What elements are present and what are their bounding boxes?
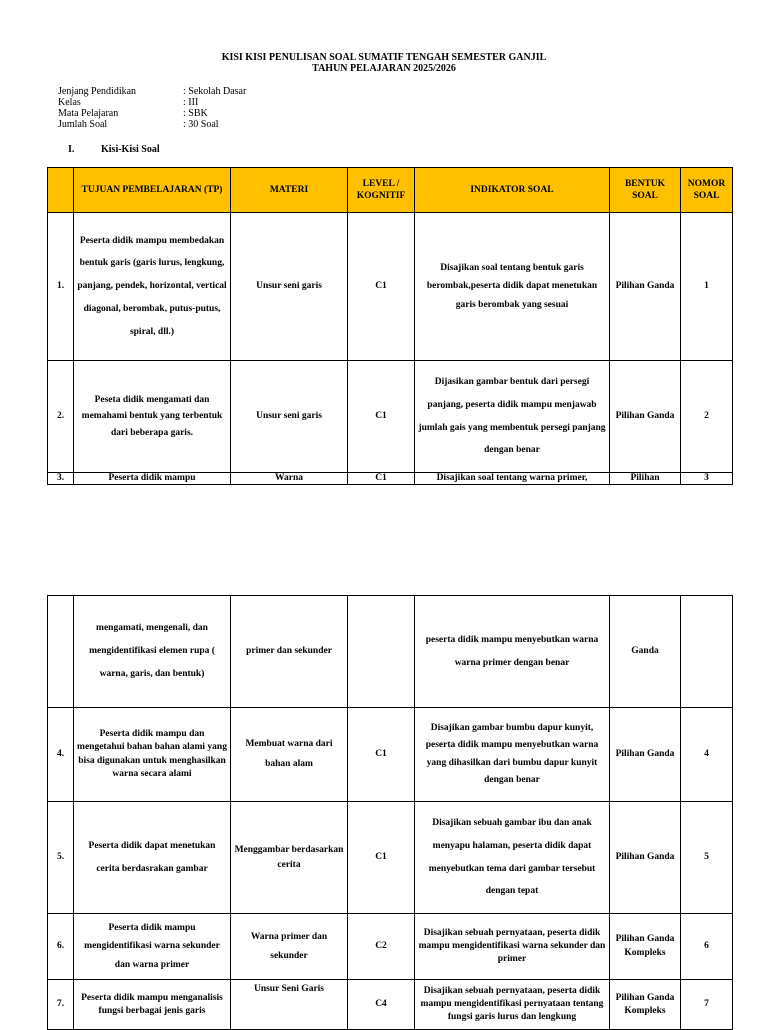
cell-indikator: Disajikan sebuah pernyataan, peserta didik mampu mengidentifikasi warna sekunder dan primer (415, 914, 610, 980)
cell-level: C1 (348, 473, 415, 485)
meta-row-mapel (58, 108, 246, 119)
cell-materi: Membuat warna dari bahan alam (231, 708, 348, 802)
cell-nomor: 1 (681, 213, 733, 361)
header-tp: TUJUAN PEMBELAJARAN (TP) (74, 168, 231, 213)
cell-no: 7. (48, 980, 74, 1030)
table-header-row (48, 168, 733, 213)
table-row (48, 708, 733, 802)
cell-no (48, 596, 74, 708)
header-bentuk: BENTUK SOAL (610, 168, 681, 213)
meta-row-jumlah (58, 119, 246, 130)
cell-no: 6. (48, 914, 74, 980)
cell-level: C1 (348, 361, 415, 473)
document-subtitle: TAHUN PELAJARAN 2025/2026 (312, 63, 456, 74)
cell-no: 4. (48, 708, 74, 802)
cell-nomor: 2 (681, 361, 733, 473)
cell-nomor: 3 (681, 473, 733, 485)
kisi-table-page1 (47, 167, 733, 485)
cell-indikator: peserta didik mampu menyebutkan warna warna primer dengan benar (415, 596, 610, 708)
cell-bentuk: Pilihan Ganda (610, 708, 681, 802)
header-level: LEVEL / KOGNITIF (348, 168, 415, 213)
cell-level (348, 596, 415, 708)
meta-row-kelas (58, 97, 246, 108)
cell-no: 2. (48, 361, 74, 473)
table-row (48, 473, 733, 485)
cell-bentuk: Pilihan Ganda (610, 361, 681, 473)
cell-materi: Unsur Seni Garis (231, 980, 348, 1030)
cell-nomor: 5 (681, 802, 733, 914)
cell-bentuk: Pilihan (610, 473, 681, 485)
cell-bentuk: Pilihan Ganda (610, 213, 681, 361)
section-heading (68, 144, 160, 155)
header-indikator: INDIKATOR SOAL (415, 168, 610, 213)
table-row (48, 361, 733, 473)
document-title: KISI KISI PENULISAN SOAL SUMATIF TENGAH SEMESTER GANJIL (221, 52, 547, 63)
cell-nomor (681, 596, 733, 708)
table-row (48, 213, 733, 361)
meta-key: Mata Pelajaran (58, 108, 119, 119)
table-row-continuation (48, 596, 733, 708)
cell-nomor: 4 (681, 708, 733, 802)
cell-materi: Warna (231, 473, 348, 485)
cell-materi: Unsur seni garis (231, 213, 348, 361)
table-row (48, 980, 733, 1030)
meta-row-jenjang (58, 86, 246, 97)
cell-bentuk: Pilihan Ganda Kompleks (610, 914, 681, 980)
header-nomor: NOMOR SOAL (681, 168, 733, 213)
cell-no: 3. (48, 473, 74, 485)
header-no (48, 168, 74, 213)
cell-nomor: 7 (681, 980, 733, 1030)
cell-indikator: Disajikan gambar bumbu dapur kunyit, peserta didik mampu menyebutkan warna yang dihasilkan dari bumbu dapur kunyit dengan benar (415, 708, 610, 802)
cell-indikator: Disajikan sebuah gambar ibu dan anak menyapu halaman, peserta didik dapat menyebutkan tema dari gambar tersebut dengan tepat (415, 802, 610, 914)
kisi-table-page2 (47, 595, 733, 1030)
table-row (48, 802, 733, 914)
document-meta (58, 86, 246, 130)
header-materi: MATERI (231, 168, 348, 213)
cell-tp: Peserta didik mampu menganalisis fungsi berbagai jenis garis (74, 980, 231, 1030)
cell-indikator: Disajikan soal tentang bentuk garis berombak,peserta didik dapat menetukan garis berombak yang sesuai (415, 213, 610, 361)
cell-indikator: Disajikan sebuah pernyataan, peserta didik mampu mengidentifikasi pernyataan tentang fungsi garis lurus dan lengkung (415, 980, 610, 1030)
section-number: I. (68, 144, 75, 155)
cell-no: 5. (48, 802, 74, 914)
cell-indikator: Dijasikan gambar bentuk dari persegi panjang, peserta didik mampu menjawab jumlah gais yang membentuk persegi panjang dengan benar (415, 361, 610, 473)
cell-tp: Peseta didik mengamati dan memahami bentuk yang terbentuk dari beberapa garis. (74, 361, 231, 473)
cell-tp: Peserta didik mampu mengidentifikasi warna sekunder dan warna primer (74, 914, 231, 980)
cell-nomor: 6 (681, 914, 733, 980)
meta-key: Kelas (58, 97, 81, 108)
cell-indikator: Disajikan soal tentang warna primer, (415, 473, 610, 485)
cell-bentuk: Ganda (610, 596, 681, 708)
cell-level: C1 (348, 213, 415, 361)
cell-materi: Unsur seni garis (231, 361, 348, 473)
cell-materi: Menggambar berdasarkan cerita (231, 802, 348, 914)
cell-no: 1. (48, 213, 74, 361)
cell-tp: Peserta didik dapat menetukan cerita berdasrakan gambar (74, 802, 231, 914)
cell-level: C4 (348, 980, 415, 1030)
cell-tp: mengamati, mengenali, dan mengidentifikasi elemen rupa ( warna, garis, dan bentuk) (74, 596, 231, 708)
meta-value: : III (183, 97, 199, 108)
meta-value: : SBK (183, 108, 208, 119)
cell-bentuk: Pilihan Ganda Kompleks (610, 980, 681, 1030)
cell-tp: Peserta didik mampu dan mengetahui bahan bahan alami yang bisa digunakan untuk menghasilkan warna secara alami (74, 708, 231, 802)
cell-materi: primer dan sekunder (231, 596, 348, 708)
cell-tp: Peserta didik mampu (74, 473, 231, 485)
section-title: Kisi-Kisi Soal (101, 144, 160, 155)
cell-level: C1 (348, 708, 415, 802)
cell-bentuk: Pilihan Ganda (610, 802, 681, 914)
cell-level: C1 (348, 802, 415, 914)
meta-key: Jenjang Pendidikan (58, 86, 137, 97)
cell-level: C2 (348, 914, 415, 980)
meta-value: : 30 Soal (183, 119, 219, 130)
cell-materi: Warna primer dan sekunder (231, 914, 348, 980)
meta-value: : Sekolah Dasar (183, 86, 247, 97)
cell-tp: Peserta didik mampu membedakan bentuk garis (garis lurus, lengkung, panjang, pendek, horizontal, vertical diagonal, berombak, putus-putus, spiral, dll.) (74, 213, 231, 361)
meta-key: Jumlah Soal (58, 119, 108, 130)
table-row (48, 914, 733, 980)
